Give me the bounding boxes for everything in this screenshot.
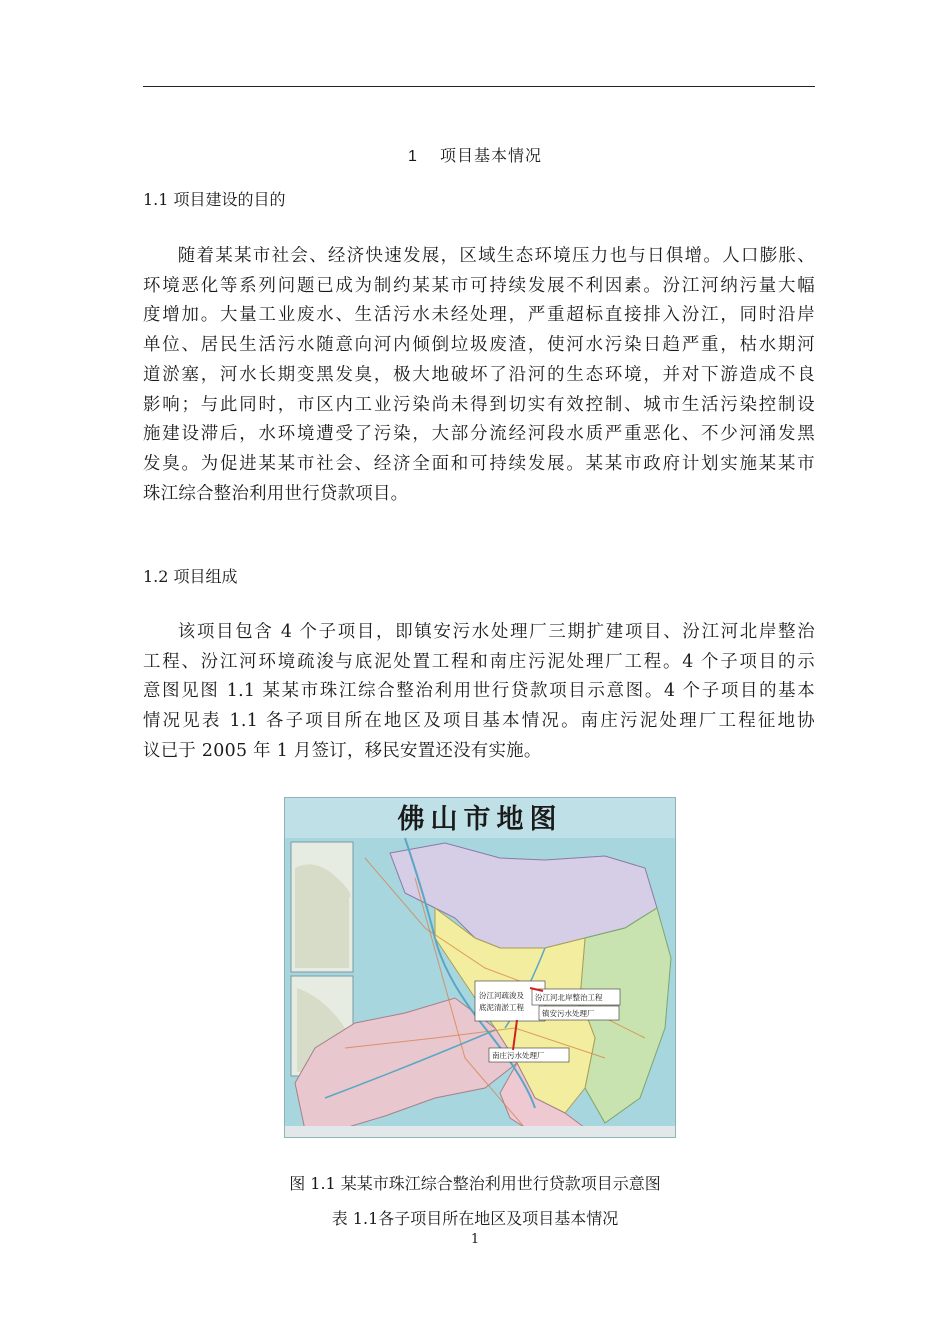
paragraph-line: 环境恶化等系列问题已成为制约某某市可持续发展不利因素。汾江河纳污量大幅: [143, 275, 815, 296]
paragraph-line: 随着某某市社会、经济快速发展，区域生态环境压力也与日俱增。人口膨胀、: [177, 246, 815, 266]
chapter-title: 项目基本情况: [439, 146, 542, 165]
paragraph-line: 议已于 2005 年 1 月签订，移民安置还没有实施。: [143, 740, 542, 761]
table-caption: 表 1.1各子项目所在地区及项目基本情况: [331, 1209, 619, 1228]
paragraph-composition: [143, 618, 815, 767]
section-heading-1-1: 1.1 项目建设的目的: [143, 190, 286, 209]
chapter-heading: [0, 143, 950, 166]
section-heading-1-2: 1.2 项目组成: [143, 567, 238, 586]
foshan-map-figure: [284, 797, 676, 1138]
map-label-nanzhuang: 南庄污水处理厂: [492, 1051, 545, 1060]
paragraph-line: 珠江综合整治利用世行贷款项目。: [143, 483, 409, 504]
paragraph-line: 道淤塞，河水长期变黑发臭，极大地破坏了沿河的生态环境，并对下游造成不良: [143, 364, 815, 385]
map-label-north-bank: 汾江河北岸整治工程: [535, 993, 603, 1002]
map-label-zhenan: 镇安污水处理厂: [542, 1009, 595, 1018]
paragraph-line: 该项目包含 4 个子项目，即镇安污水处理厂三期扩建项目、汾江河北岸整治: [177, 622, 815, 642]
paragraph-line: 度增加。大量工业废水、生活污水未经处理，严重超标直接排入汾江，同时沿岸: [143, 305, 815, 326]
figure-caption: 图 1.1 某某市珠江综合整治利用世行贷款项目示意图: [289, 1174, 661, 1193]
map-label-dredging: 汾江河疏浚及底泥清淤工程: [479, 991, 524, 1012]
paragraph-line: 发臭。为促进某某市社会、经济全面和可持续发展。某某市政府计划实施某某市: [143, 453, 815, 474]
page-number: 1: [470, 1232, 480, 1247]
paragraph-line: 工程、汾江河环境疏浚与底泥处置工程和南庄污泥处理厂工程。4 个子项目的示: [143, 651, 815, 672]
paragraph-line: 影响；与此同时，市区内工业污染尚未得到切实有效控制、城市生活污染控制设: [143, 394, 815, 415]
chapter-number: 1: [408, 148, 418, 165]
header-rule: [143, 86, 815, 87]
paragraph-line: 单位、居民生活污水随意向河内倾倒垃圾废渣，使河水污染日趋严重，枯水期河: [143, 335, 815, 356]
paragraph-purpose: [143, 242, 815, 509]
map-title: 佛山市地图: [397, 804, 563, 835]
paragraph-line: 情况见表 1.1 各子项目所在地区及项目基本情况。南庄污泥处理厂工程征地协: [143, 711, 815, 732]
paragraph-line: 施建设滞后，水环境遭受了污染，大部分流经河段水质严重恶化、不少河涌发黑: [143, 424, 815, 445]
paragraph-line: 意图见图 1.1 某某市珠江综合整治利用世行贷款项目示意图。4 个子项目的基本: [143, 681, 815, 702]
